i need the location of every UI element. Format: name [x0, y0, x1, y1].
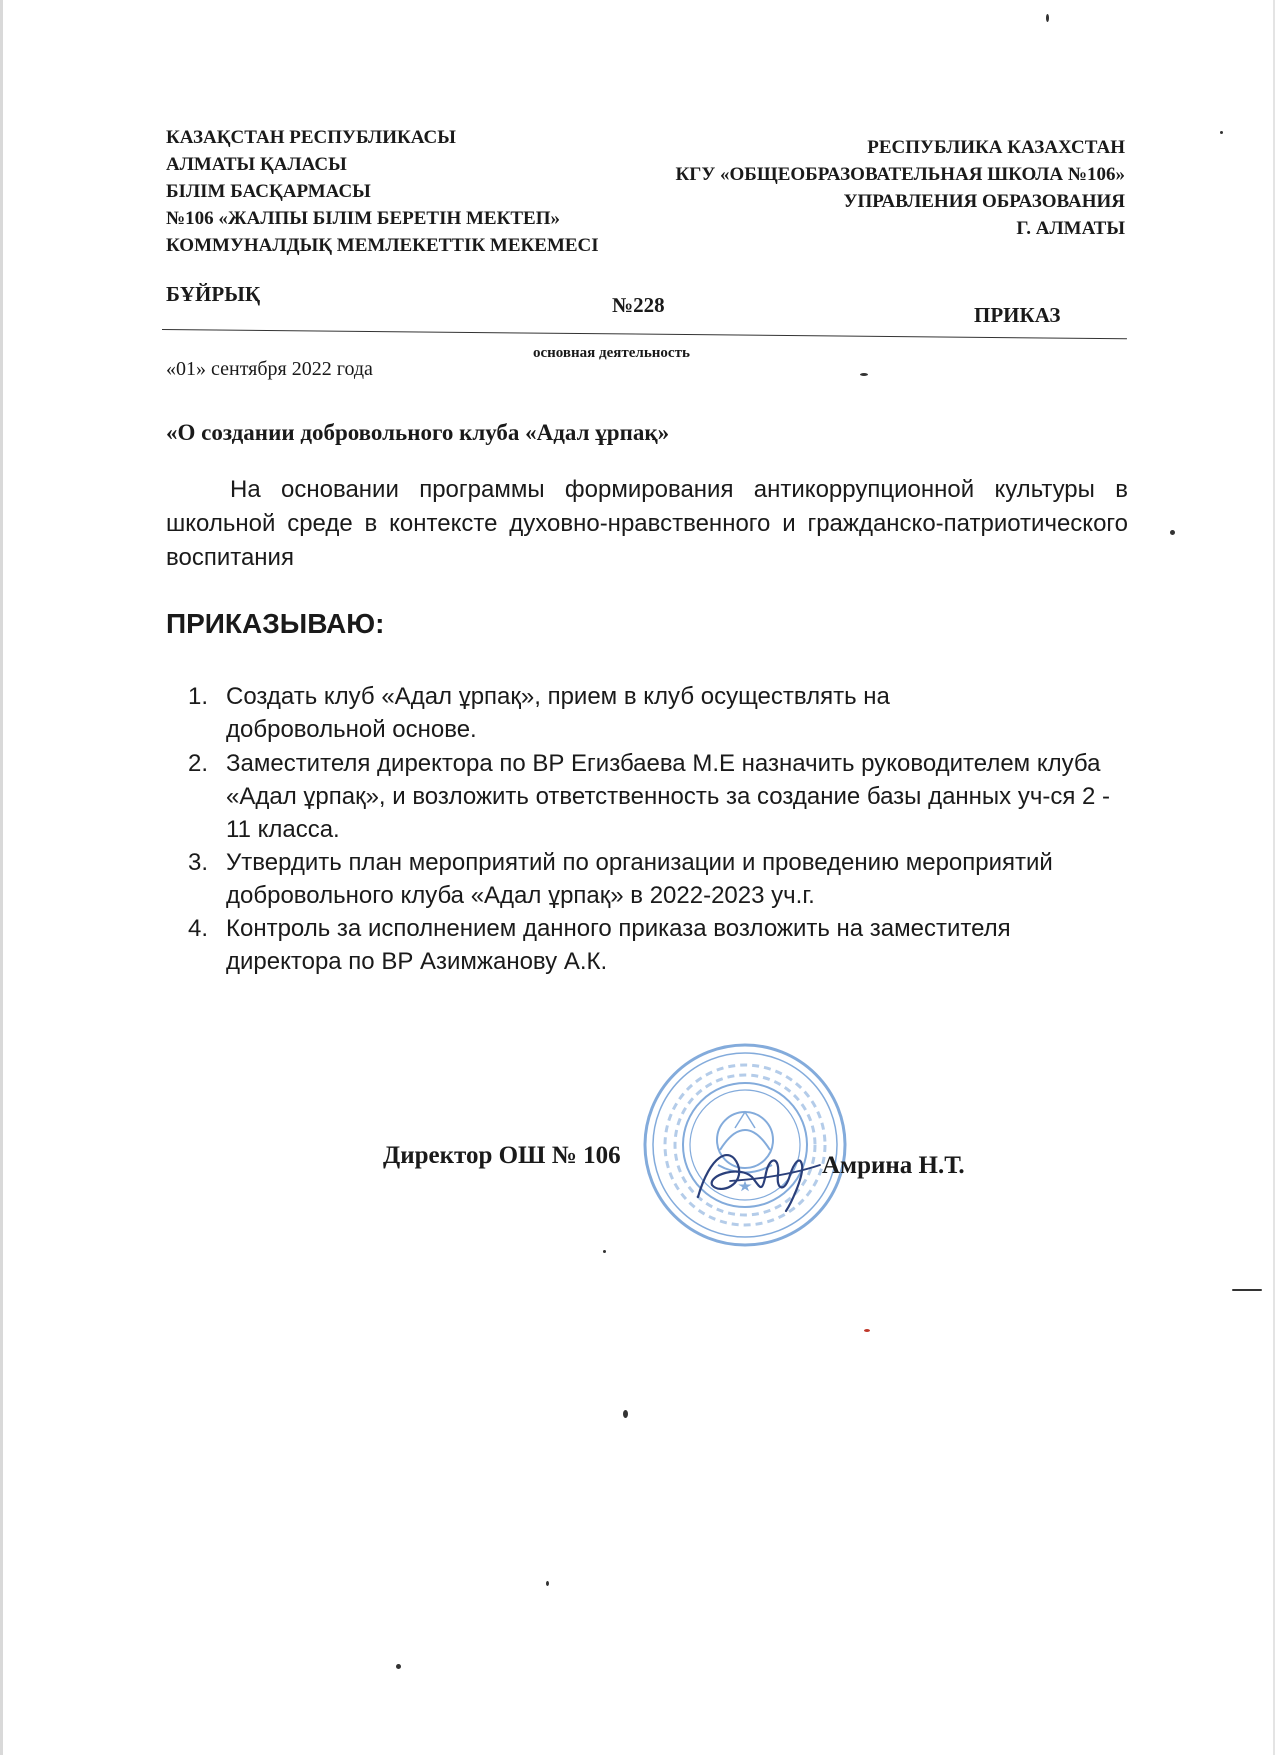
header-left-line: АЛМАТЫ ҚАЛАСЫ	[166, 154, 347, 175]
list-item	[188, 747, 1128, 846]
header-left-kz	[166, 124, 599, 259]
header-right-line: РЕСПУБЛИКА КАЗАХСТАН	[867, 137, 1125, 158]
activity-type: основная деятельность	[533, 345, 690, 361]
order-label-kz: БҰЙРЫҚ	[166, 282, 261, 306]
header-right-line: УПРАВЛЕНИЯ ОБРАЗОВАНИЯ	[843, 191, 1125, 212]
list-item	[188, 680, 1026, 746]
list-item	[188, 846, 1128, 912]
list-item-text: Контроль за исполнением данного приказа возложить на заместителя директора по ВР Азимжанову А.К.	[226, 915, 1011, 975]
order-date: «01» сентября 2022 года	[166, 358, 373, 380]
list-item-number: 4.	[188, 915, 209, 942]
director-signature	[690, 1135, 830, 1215]
signer-position: Директор ОШ № 106	[383, 1142, 621, 1169]
scan-speck	[1232, 1289, 1262, 1291]
header-left-line: КОММУНАЛДЫҚ МЕМЛЕКЕТТІК МЕКЕМЕСІ	[166, 235, 599, 256]
header-right-line: КГУ «ОБЩЕОБРАЗОВАТЕЛЬНАЯ ШКОЛА №106»	[675, 164, 1125, 185]
signer-name: Амрина Н.Т.	[822, 1152, 965, 1179]
header-left-line: КАЗАҚСТАН РЕСПУБЛИКАСЫ	[166, 127, 456, 148]
list-item	[188, 912, 1128, 978]
order-items-list	[188, 680, 1128, 978]
header-left-line: №106 «ЖАЛПЫ БІЛІМ БЕРЕТІН МЕКТЕП»	[166, 208, 560, 229]
order-label-ru: ПРИКАЗ	[974, 303, 1061, 327]
scan-speck	[603, 1250, 606, 1253]
header-right-line: Г. АЛМАТЫ	[1016, 218, 1125, 239]
scan-speck	[546, 1581, 549, 1586]
header-left-line: БІЛІМ БАСҚАРМАСЫ	[166, 181, 371, 202]
list-item-number: 1.	[188, 683, 209, 710]
scan-speck	[864, 1329, 870, 1332]
scan-speck	[396, 1664, 401, 1669]
order-title: «О создании добровольного клуба «Адал ұрпақ»	[166, 420, 670, 445]
command-heading: ПРИКАЗЫВАЮ:	[166, 608, 385, 639]
list-item-text: Заместителя директора по ВР Егизбаева М.Е назначить руководителем клуба «Адал ұрпақ», и возложить ответственность за создание базы данных уч-ся 2 - 11 класса.	[226, 750, 1111, 843]
scan-speck	[1170, 530, 1175, 535]
list-item-text: Утвердить план мероприятий по организации и проведению мероприятий добровольного клуба «Адал ұрпақ» в 2022-2023 уч.г.	[226, 849, 1053, 909]
header-right-ru	[675, 134, 1125, 242]
order-number: №228	[612, 293, 665, 317]
preamble-paragraph: На основании программы формирования антикоррупционной культуры в школьной среде в контексте духовно-нравственного и гражданско-патриотического воспитания	[166, 476, 1128, 571]
scan-speck	[1220, 131, 1223, 134]
list-item-number: 3.	[188, 849, 209, 876]
scan-speck	[623, 1410, 628, 1418]
list-item-text: Создать клуб «Адал ұрпақ», прием в клуб осуществлять на добровольной основе.	[226, 683, 890, 743]
scan-speck	[860, 373, 868, 376]
list-item-number: 2.	[188, 750, 209, 777]
scan-speck	[1046, 14, 1049, 22]
